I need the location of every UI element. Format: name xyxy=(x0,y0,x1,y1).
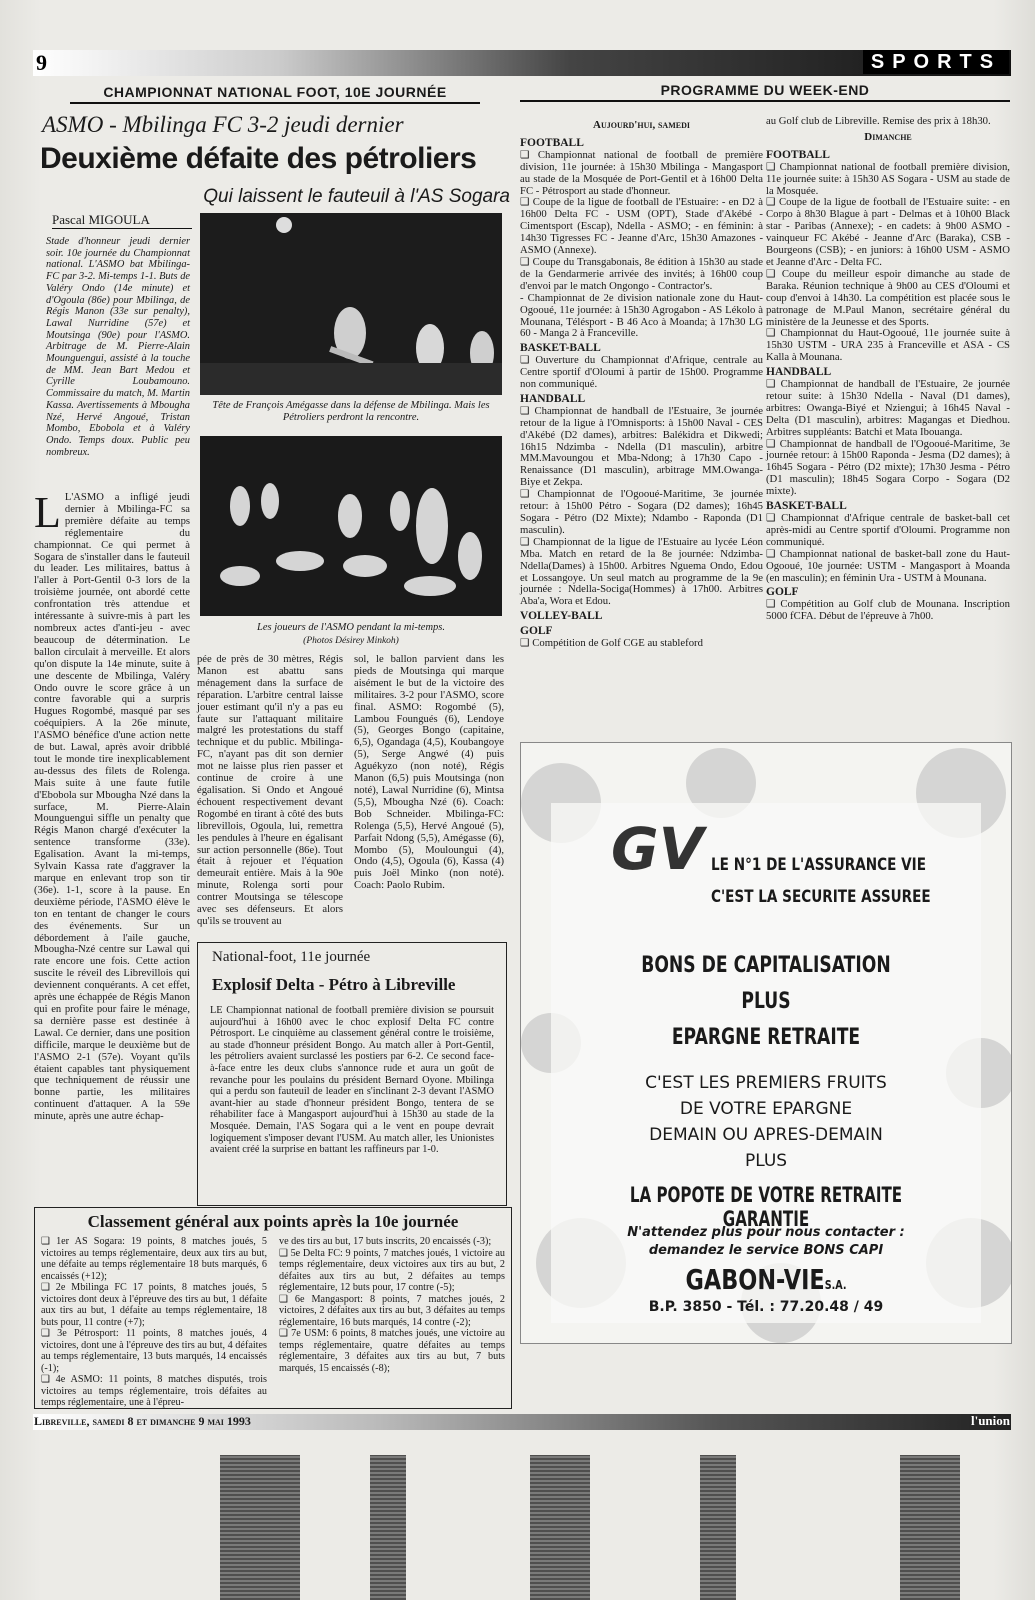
checkbox-icon: ❑ xyxy=(766,437,780,450)
program-day-heading: Dimanche xyxy=(864,130,912,143)
program-item xyxy=(520,257,763,293)
ad-logo: GV xyxy=(611,815,704,883)
program-item xyxy=(766,513,1010,549)
program-item xyxy=(520,537,763,608)
box-text: LE Championnat national de football première division se poursuit aujourd'hui à 16h00 avec le choc explosif Delta FC contre Pétrosport. Le cinquième au classement général contre le troisième, au stade d'honneur président Bongo. Au match aller à Port-Gentil, les pétroliers avaient surclassé les postiers par 6-2. Ce second face-à-face entre les deux clubs s'annonce rude et aura un goût de revanche pour les poulains du président Bernard Oyone. Mbilinga qui a perdu son fauteuil de leader en s'inclinant 2-3 devant l'ASMO avant-hier au stade d'honneur président Bongo, tentera de se réhabiliter face à Mangasport aujourd'hui à 15h30 au stade de la Mosquée. Demain, l'AS Sogara qui a le vent en poupe devrait logiquement s'imposer devant l'USM. Au match aller, les Unionistes avaient créé la surprise en battant les raffineurs par 1-0. xyxy=(210,1005,494,1156)
checkbox-icon: ❑ xyxy=(766,378,781,391)
program-item-text: Championnat de handball de l'Estuaire, 3e journée retour de la ligue à l'Omnisports: à 15h00 Naval - CES d'Akébé (D2 dames), arbitres: Balékidra et Dikwedi; 16h15 Ndzimba - Ndella (D1 masculin), arbitre MM.Mavoungou et Mba-Ndong; à 17h30 Capo - Renaissance (D1 masculin), arbitrage MM.Owanga-Biye et Zekpa. xyxy=(520,404,763,489)
checkbox-icon: ❑ xyxy=(520,637,533,650)
ad-contact-2: demandez le service BONS CAPI xyxy=(648,1243,884,1258)
photo-1-caption: Tête de François Amégasse dans la défense de Mbilinga. Mais les Pétroliers perdront la rencontre. xyxy=(212,400,490,423)
program-item-text: Championnat national de football de première division, 11e journée: à 15h30 Mbilinga - Mangasport au stade de la Mosquée de Port-Gentil et à 16h00 Delta FC - Pétrosport au stade d'honneur. xyxy=(520,148,763,197)
checkbox-icon: ❑ xyxy=(766,512,782,524)
article-column-3: sol, le ballon parvient dans les pieds de Moutsinga qui marque aisément le but de la victoire des militaires. 3-2 pour l'ASMO, score final. ASMO: Rogombé (5), Lambou Foungués (6), Lendoye (5), Georges Bongo (capitaine, 6,5), Ogandaga (4,5), Koubangoye (5), Serge Angwé (4) puis Aguékyzo (non noté), Régis Manon (6,5) puis Moutsinga (non noté), Lawal Nurridine (6), Mintsa (5,5), Mbougha Nzé (6). Coach: Bob Schneider. Mbilinga-FC: Rolenga (5,5), Hervé Angoué (5), Parfait Ndong (5,5), Amégasse (6), Mombo (5), Mouloungui (4), Ondo (4,5), Ogoula (6), Kassa (4) puis Joël Minko (non noté). Coach: Paolo Rubim. xyxy=(354,654,504,892)
section-label: SPORTS xyxy=(863,50,1009,74)
program-item-text: Championnat de handball de l'Ogooué-Maritime, 3e journée retour: à 15h00 Raponda - Jesma (D2 dames); à 16h45 Sogara - Pétro (D2 mixte); 17h30 Jesma - Pétro (D1 masculin); 18h45 Sogara Corpo - Sogara (D2 mixte). xyxy=(766,437,1010,498)
match-photo-2-image xyxy=(200,436,502,616)
program-item xyxy=(766,599,1010,623)
article-column-1 xyxy=(34,488,190,1123)
ad-company: GABON-VIES.A. xyxy=(685,1263,847,1296)
checkbox-icon: ❑ xyxy=(520,404,535,417)
photo-2-credit: (Photos Désirey Minkoh) xyxy=(303,636,399,646)
program-item-text: Compétition de Golf CGE au stableford xyxy=(532,637,703,650)
program-item xyxy=(766,197,1010,268)
checkbox-icon: ❑ xyxy=(520,196,533,209)
program-sport-heading: HANDBALL xyxy=(520,392,586,405)
program-item-text: Championnat du Haut-Ogooué, 11e journée suite à 15h30 USTM - URA 235 à Franceville et ASA - CS Kalla à Mounana. xyxy=(766,327,1010,364)
match-photo-1-image xyxy=(200,213,502,395)
program-item-text: Championnat national de basket-ball zone du Haut-Ogooué, 10e journée: USTM - Mangasport à Moanda (en masculin); en féminin Ura - USTM à Mounana. xyxy=(766,547,1010,584)
standings-row: ❑ 4e ASMO: 11 points, 8 matches disputés, trois victoires au temps réglementaire, trois défaites au temps réglementaire, une à l'épreu- xyxy=(41,1374,268,1408)
standings-row: ❑ 3e Pétrosport: 11 points, 8 matches joués, 4 victoires, dont une à l'épreuve des tirs au but, 4 défaites au temps réglementaire, 13 buts marqués, 14 encaissés (-1); xyxy=(41,1328,267,1374)
ad-tagline-1: LE N°1 DE L'ASSURANCE VIE xyxy=(711,855,927,875)
standings-row: ❑ 2e Mbilinga FC 17 points, 8 matches joués, 5 victoires dont deux à l'épreuve des tirs au but, 1 défaite aux tirs au but, 1 défaite au temps réglementaire, 18 buts pour, 11 contre (+7); xyxy=(41,1282,268,1328)
program-item-text: Championnat d'Afrique centrale de basket-ball cet après-midi au Centre sportif d'Oloumi. Programme non communiqué. xyxy=(766,512,1010,548)
checkbox-icon: ❑ xyxy=(766,547,780,560)
checkbox-icon: ❑ xyxy=(766,327,781,340)
program-column-1 xyxy=(520,116,763,650)
byline: Pascal MIGOULA xyxy=(52,212,150,227)
ad-text-2: DE VOTRE EPARGNE xyxy=(679,1099,853,1119)
article-column-1-text: L'ASMO a infligé jeudi dernier à Mbilinga-FC sa première défaite au temps réglementaire du championnat. Ce qui permet à Sogara de s'installer dans le fauteuil du leader. Les militaires, battus à l'aller à Port-Gentil 0-3 lors de la troisième journée, ont abordé cette confrontation très attendue et intéressante à suivre-mis à part les nombreux actes d'anti-jeu - avec beaucoup de détermination. Le ballon circulait à merveille. Et alors qu'on dispute la 14e minute, suite à une descente de Mbilinga, Valéry Ondo ouvre le score grâce à un contre favorable qui a surpris Hugues Rogombé, masqué par ses coéquipiers. A la 26e minute, l'ASMO bénéfice d'une action nette de but. Lawal, après avoir dribblé tout le monde tire inexplicablement au-dessus des filets de Rolenga. Mais suite à une faute futile d'Ebobola sur Mbougha Nzé dans la surface, M. Pierre-Alain Mounguengui siffle un penalty que Régis Manon chargé d'exécuter la sentence transforme (33e). Egalisation. Avant la mi-temps, Sylvain Kassa rate d'aggraver la marque en enlevant trop son tir (36e). 1-1, score à la pause. En deuxième période, l'ASMO élève le ton en tentant de changer le cours des événements. Sur un débordement à l'aile gauche, Mbougha-Nzé centre sur Lawal qui rate encore une fois. Cette action suscite le réveil des Librevillois qui deviennent conquérants. A cet effet, après une échappée de Régis Manon qui en profite pour faire le ménage, sa dernière passe est destinée à Lawal. Ce dernier, dans une position difficile, marque le deuxième but de l'ASMO 2-1 (57e). Voyant qu'ils étaient capables tant physiquement que techniquement de réussir une bonne partie, les militaires continuent d'attaquer. A la 59e minute, après une autre échap- xyxy=(34,492,190,1123)
checkbox-icon: ❑ xyxy=(520,148,538,161)
checkbox-icon: ❑ xyxy=(520,535,534,548)
program-day-heading: Aujourd'hui, samedi xyxy=(593,119,690,131)
program-item xyxy=(520,150,763,198)
program-item-text: Coupe du Transgabonais, 8e édition à 15h30 au stade de la Gendarmerie arrivée des invités; à 16h00 coup d'envoi par le match Ongongo - Contractor's. xyxy=(520,255,763,292)
program-item-text: Coupe du meilleur espoir dimanche au stade de Baraka. Réunion technique à 9h00 au CES d'Oloumi et coup d'envoi à 14h30. La compétition est placée sous le patronage de M.Paul Manon, secrétaire général du ministère de la Jeunesse et des Sports. xyxy=(766,267,1010,328)
right-kicker: PROGRAMME DU WEEK-END xyxy=(660,82,870,98)
program-sport-heading: BASKET-BALL xyxy=(520,342,601,355)
footer-dateline: Libreville, samedi 8 et dimanche 9 mai 1993 xyxy=(34,1414,251,1428)
ad-tagline-2: C'EST LA SECURITE ASSUREE xyxy=(711,887,931,907)
program-item-text: Coupe de la ligue de football de l'Estuaire: - en D2 à 16h00 Delta FC - USM (OPT), Stade d'Akébé - Cimentsport (Escap), Ndella - ASMO; - en féminin: à 14h30 Tigresses FC - Jeanne d'Arc, 15h30 Amazones - ASMO (Annexe). xyxy=(520,196,763,257)
checkbox-icon: ❑ xyxy=(766,196,779,209)
checkbox-icon: ❑ xyxy=(520,488,538,501)
article-subtitle: Qui laissent le fauteuil à l'AS Sogara xyxy=(203,186,510,207)
program-item-text: Coupe de la ligue de football de l'Estuaire suite: - en Corpo à 8h30 Blague à part - Delmas et à 10h00 Black star - Paribas (Annexe); - en cadets: à 9h00 ASMO - vainqueur FC Akébé - Jeanne d'Arc (Baraka), CSB - Bourgeons (CSB); - en juniors: à 16h00 USM - ASMO et Jeanne d'Arc - Delta FC. xyxy=(766,196,1010,268)
ad-heading-3: EPARGNE RETRAITE xyxy=(671,1025,861,1050)
program-item xyxy=(520,197,763,257)
program-item-text: Ouverture du Championnat d'Afrique, centrale au Centre sportif d'Oloumi à partir de 15h00. Programme non communiqué. xyxy=(520,354,763,391)
left-kicker: CHAMPIONNAT NATIONAL FOOT, 10E JOURNÉE xyxy=(103,84,447,100)
program-item xyxy=(766,269,1010,329)
match-photo-2 xyxy=(200,436,502,616)
right-kicker-rule xyxy=(520,100,1010,102)
program-sport-heading: FOOTBALL xyxy=(520,136,584,149)
program-item xyxy=(766,162,1010,198)
program-item xyxy=(520,489,763,537)
photo-2-caption: Les joueurs de l'ASMO pendant la mi-temps. xyxy=(256,622,445,633)
page-number: 9 xyxy=(36,50,47,75)
program-sport-heading: VOLLEY-BALL xyxy=(520,610,603,623)
scan-artifact xyxy=(900,1455,960,1600)
insurance-advertisement xyxy=(520,742,1012,1344)
ad-heading-2: PLUS xyxy=(741,989,791,1014)
box-kicker: National-foot, 11e journée xyxy=(212,949,371,965)
program-item xyxy=(766,439,1010,499)
standings-row: ❑ 5e Delta FC: 9 points, 7 matches joués, 1 victoire au temps réglementaire, deux victoires aux tirs au but, 2 défaites aux tirs au but, 2 défaites au temps réglementaire, 12 buts pour, 17 contre (-5); xyxy=(279,1247,505,1293)
checkbox-icon: ❑ xyxy=(520,354,536,367)
footer-paper-name: l'union xyxy=(970,1413,1010,1428)
checkbox-icon: ❑ xyxy=(766,267,782,280)
standings-right xyxy=(279,1236,505,1374)
program-sport-heading: GOLF xyxy=(520,625,553,638)
program-sport-heading: HANDBALL xyxy=(766,366,832,379)
ad-text-4: PLUS xyxy=(744,1151,788,1171)
program-item-text: Championnat de l'Ogooué-Maritime, 3e journée retour: à 15h00 Pétro - Sogara (D2 dames); 16h45 Sogara - Pétro (D2 Mixte); Ndambo - Raponda (D1 masculin). xyxy=(520,488,763,536)
standings-title: Classement général aux points après la 10e journée xyxy=(87,1212,459,1231)
standings-left xyxy=(41,1236,267,1409)
article-lead: Stade d'honneur jeudi dernier soir. 10e journée du Championnat national. L'ASMO bat Mbilinga-FC par 3-2. Mi-temps 1-1. Buts de Valéry Ondo (14e minute) et d'Ogoula (86e) pour Mbilinga, de Régis Manon (33e sur penalty), Lawal Nurridine (57e) et Moutsinga (90e) pour l'ASMO. Arbitrage de M. Pierre-Alain Mounguengui, assisté à la touche de MM. Jean Bart Medou et Cyrille Loubamouno. Commissaire du match, M. Martin Kassa. Avertissements à Mbougha Nzé, Hervé Angoué, Tristan Mombo, Ebobola et à Valéry Ondo. Temps doux. Public peu nombreux. xyxy=(46,236,190,458)
left-kicker-rule xyxy=(70,102,480,104)
scan-artifact xyxy=(370,1455,406,1600)
standings-row: ❑ 7e USM: 6 points, 8 matches joués, une victoire au temps réglementaire, quatre défaites au temps réglementaire, 3 défaites aux tirs au but, 7 buts marqués, 15 encaissés (-8); xyxy=(279,1328,505,1374)
ad-heading-4: LA POPOTE DE VOTRE RETRAITE GARANTIE xyxy=(629,1183,903,1231)
program-text: au Golf club de Libreville. Remise des prix à 18h30. xyxy=(766,115,991,127)
standings-row: ve des tirs au but, 17 buts inscrits, 20 encaissés (-3); xyxy=(279,1236,492,1247)
match-photo-1 xyxy=(200,213,502,395)
article-column-2: pée de près de 30 mètres, Régis Manon est abattu sans ménagement dans la surface de réparation. L'arbitre central laisse jouer estimant qu'il n'y a pas eu faute sur l'attaquant militaire malgré les protestations du staff technique et du public. Mbilinga-FC, n'ayant pas dit son dernier mot ne laisse plus rien passer et continue de croire à une égalisation. Si Ondo et Angoué échouent respectivement devant Rogombé en tirant à côté des buts librevillois, Ogoula, lui, remettra les pendules à l'heure en égalisant sur action personnelle (86e). Tout était à rejouer et l'équation demeurait entière. Mais à la 90e minute, Rolenga sorti pour contrer Moutsinga se télescope avec ses défenseurs. Et alors qu'ils se trouvent au xyxy=(197,654,343,927)
ad-text-3: DEMAIN OU APRES-DEMAIN xyxy=(649,1125,883,1145)
standings-row: ❑ 6e Mangasport: 8 points, 7 matches joués, 2 victoires, 2 défaites aux tirs au but, 3 défaites au temps réglementaire, 16 buts marqués, 14 contre (-2); xyxy=(279,1293,506,1328)
drop-cap: L xyxy=(34,488,61,537)
program-item xyxy=(520,406,763,489)
article-pretitle: ASMO - Mbilinga FC 3-2 jeudi dernier xyxy=(42,112,404,137)
ad-company-suffix: S.A. xyxy=(824,1278,847,1292)
ad-heading-1: BONS DE CAPITALISATION xyxy=(641,953,891,978)
article-title: Deuxième défaite des pétroliers xyxy=(40,142,477,175)
scan-artifact xyxy=(220,1455,300,1600)
checkbox-icon: ❑ xyxy=(766,598,781,611)
program-sport-heading: BASKET-BALL xyxy=(766,500,847,513)
ad-address: B.P. 3850 - Tél. : 77.20.48 / 49 xyxy=(648,1299,884,1315)
program-item xyxy=(520,638,763,650)
byline-rule xyxy=(52,228,192,229)
program-item-text: Championnat national de football première division, 11e journée suite: à 15h30 AS Sogara - USM au stade de la Mosquée. xyxy=(766,160,1010,197)
program-item xyxy=(766,549,1010,585)
box-title: Explosif Delta - Pétro à Libreville xyxy=(212,975,456,994)
program-sport-heading: FOOTBALL xyxy=(766,148,830,161)
program-item xyxy=(766,328,1010,364)
program-item-text: Championnat de handball de l'Estuaire, 2e journée retour suite: à 15h30 Ndella - Naval (D1 dames), arbitres: Owanga-Biyé et Nziengui; à 16h45 Naval - Delta (D1 masculin), arbitres: Magangas et Diedhou. Arbitres suppléants: Batchi et Mata Ibouanga. xyxy=(766,378,1010,438)
program-text: - Championnat de 2e division nationale zone du Haut-Ogooué, 11e journée: à 15h30 Agrogabon - AS Lékolo à Mounana, Télésport - B 46 Aco à Moanda; à 17h30 LG 60 - Manga 2 à Franceville. xyxy=(520,291,763,340)
standings-box xyxy=(34,1207,512,1409)
checkbox-icon: ❑ xyxy=(766,160,780,173)
standings-row: ❑ 1er AS Sogara: 19 points, 8 matches joués, 5 victoires au temps réglementaire, deux aux tirs au but, une défaite au temps réglementaire 18 buts marqués, 6 encaissés (+12); xyxy=(41,1236,267,1282)
program-item xyxy=(766,379,1010,439)
program-sport-heading: GOLF xyxy=(766,586,799,599)
scan-artifact xyxy=(700,1455,736,1600)
program-item-text: Championnat de la ligue de l'Estuaire au lycée Léon Mba. Match en retard de la 8e journée: Ndzimba-Ndella(Dames) à 15h00. Arbitres Nguema Ondo, Edou et Lossangoye. Un seul match au programme de la 9e journée : Ndella-Sociga(Hommes) à 17h00. Arbitres Aba'a, Wora et Edou. xyxy=(520,535,763,608)
ad-contact-1: N'attendez plus pour nous contacter : xyxy=(627,1225,905,1240)
program-item-text: Compétition au Golf club de Mounana. Inscription 5000 fCFA. Début de l'épreuve à 7h00. xyxy=(766,598,1010,623)
ad-text-1: C'EST LES PREMIERS FRUITS xyxy=(645,1073,887,1093)
scan-artifact xyxy=(530,1455,590,1600)
checkbox-icon: ❑ xyxy=(520,255,533,268)
program-item xyxy=(520,355,763,391)
program-column-2 xyxy=(766,116,1010,623)
news-box xyxy=(197,942,507,1206)
